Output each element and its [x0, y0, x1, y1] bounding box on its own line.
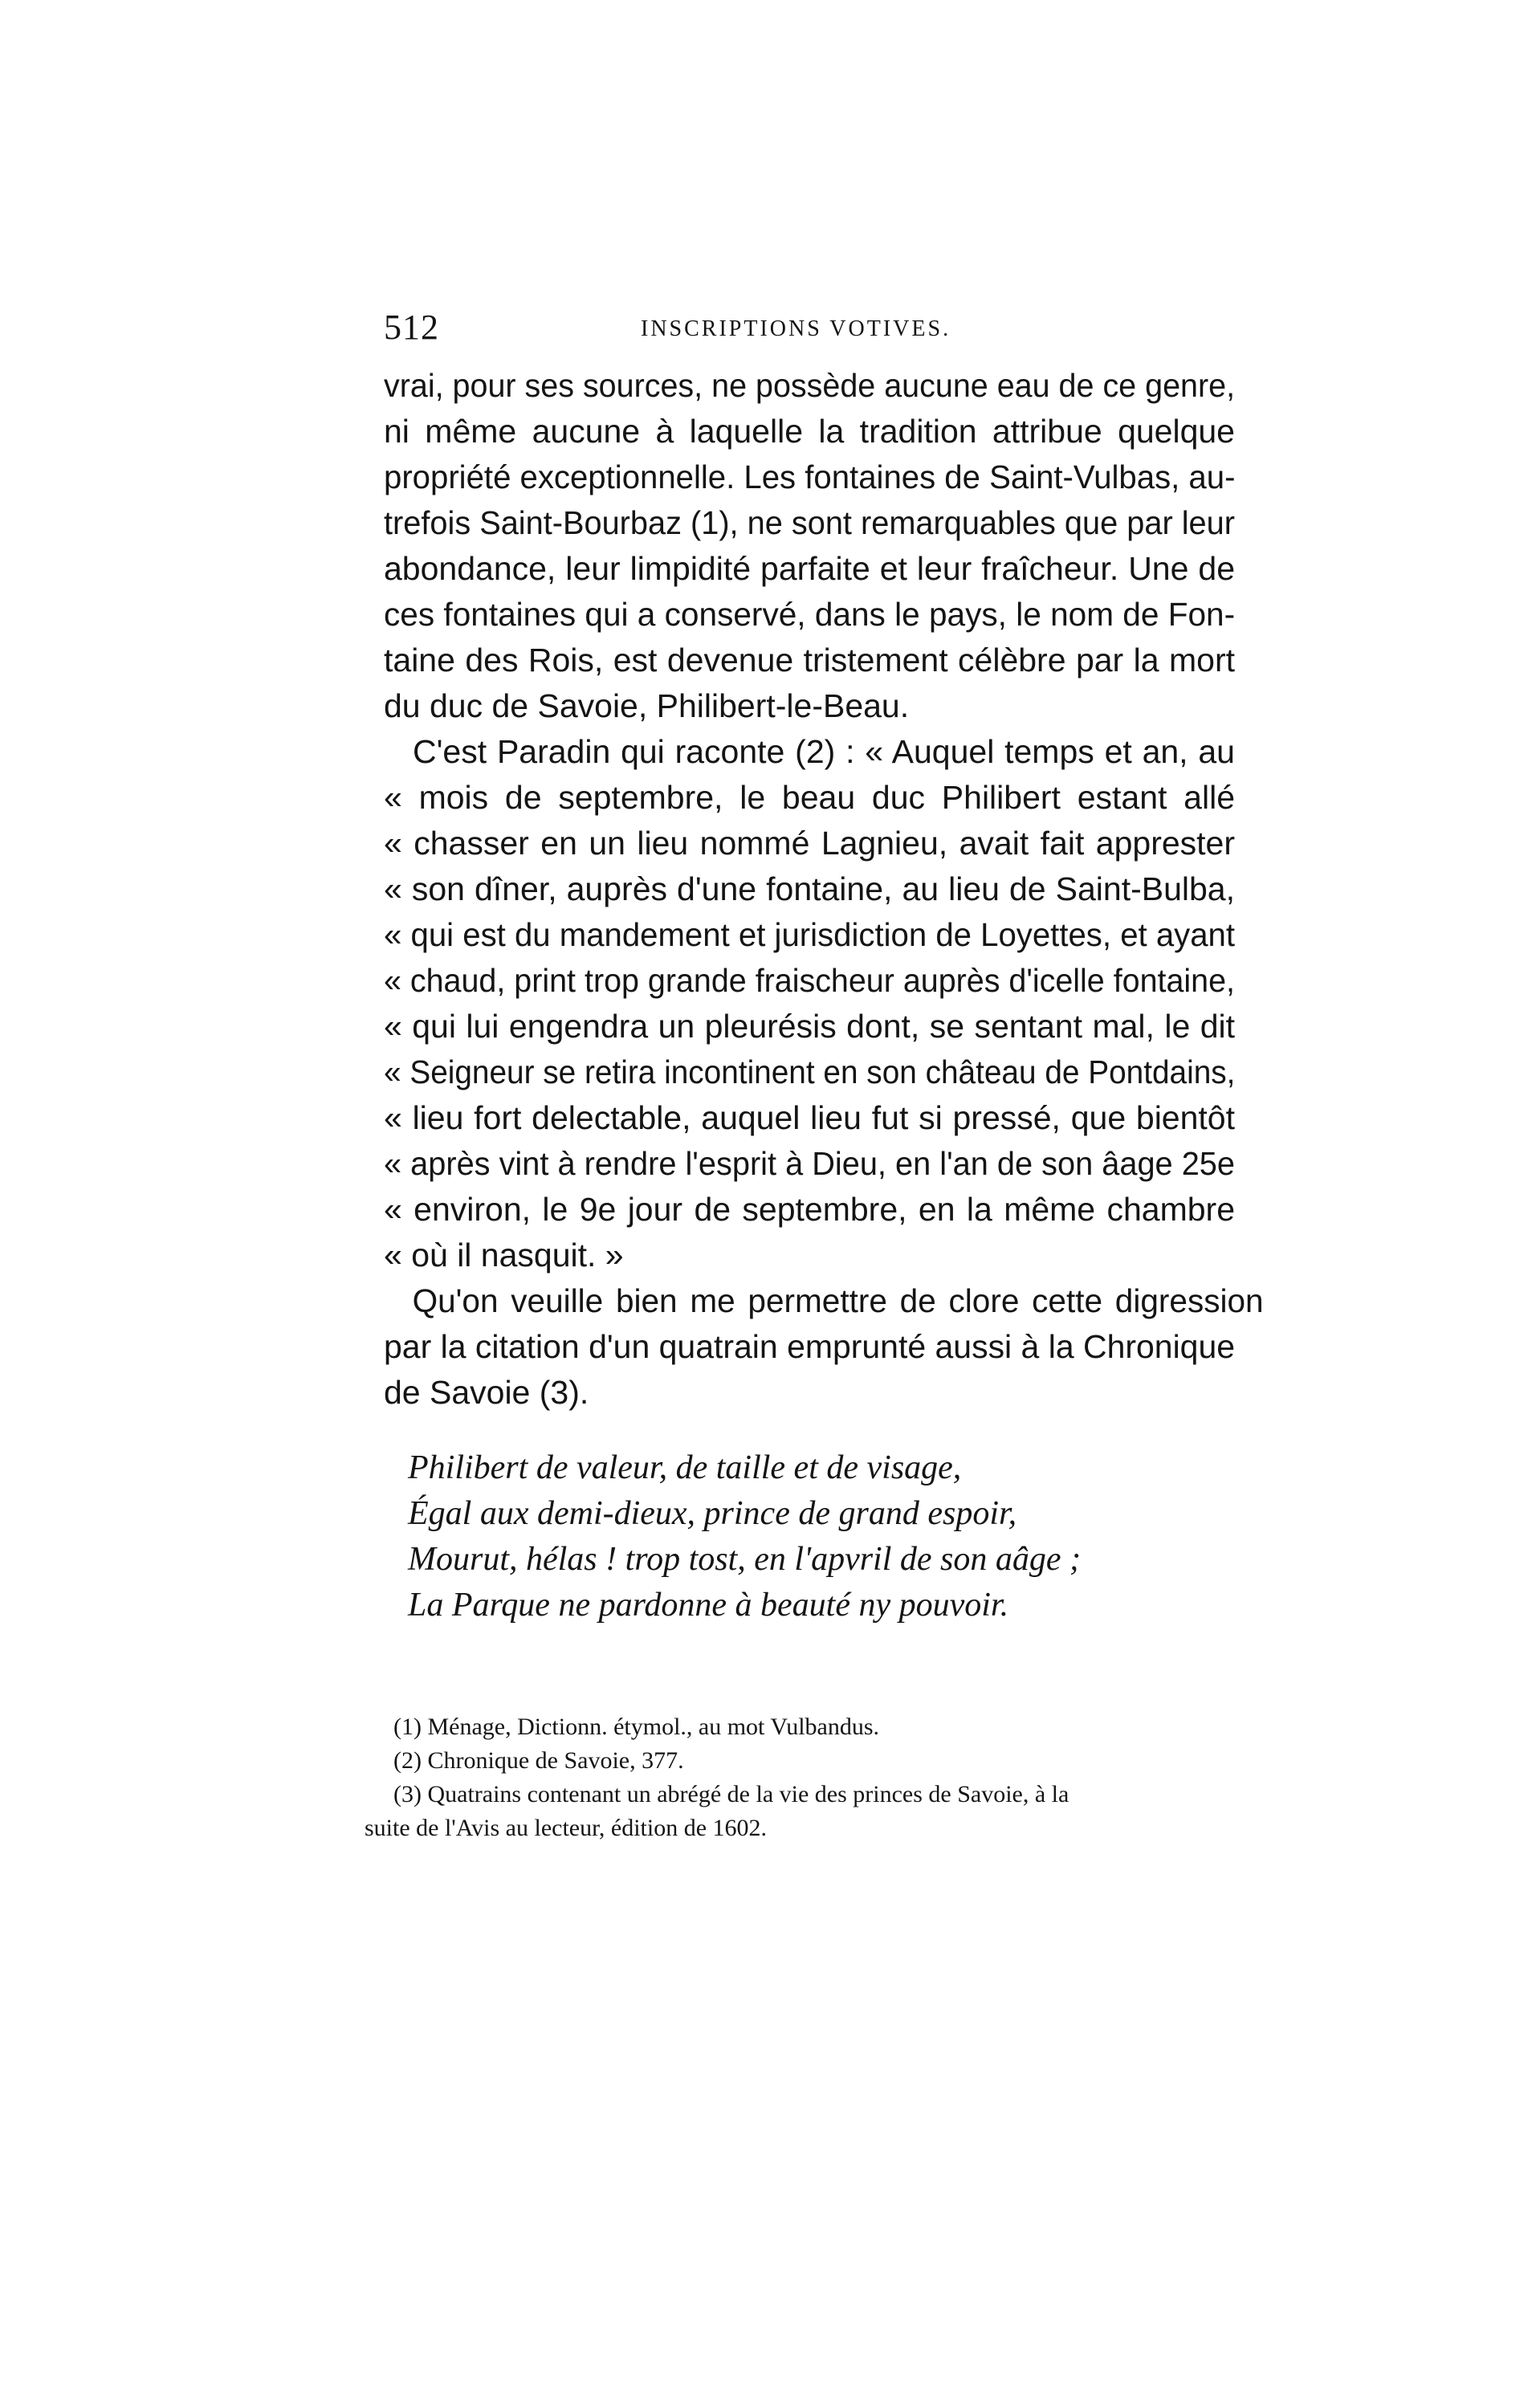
body-line: taine des Rois, est devenue tristement célèbre par la mort: [384, 642, 1235, 679]
footnote: (1) Ménage, Dictionn. étymol., au mot Vulbandus.: [393, 1714, 880, 1740]
body-line: vrai, pour ses sources, ne possède aucune eau de ce genre,: [384, 367, 1236, 404]
footnote-continuation: suite de l'Avis au lecteur, édition de 1602.: [365, 1815, 768, 1841]
footnote: (2) Chronique de Savoie, 377.: [393, 1747, 684, 1774]
quote-line: « où il nasquit. »: [384, 1237, 624, 1273]
quote-line: « Seigneur se retira incontinent en son château de Pontdains,: [384, 1053, 1236, 1090]
footnotes: [365, 1710, 1224, 1845]
body-line: ces fontaines qui a conservé, dans le pays, le nom de Fon-: [384, 596, 1236, 633]
body-line: de Savoie (3).: [384, 1374, 589, 1411]
quote-line: « après vint à rendre l'esprit à Dieu, en l'an de son âage 25e: [384, 1145, 1235, 1182]
quote-line: « chaud, print trop grande fraischeur auprès d'icelle fontaine,: [384, 962, 1236, 999]
quote-line: « mois de septembre, le beau duc Philibert estant allé: [384, 779, 1235, 816]
page-number: 512: [384, 308, 439, 347]
body-line: Qu'on veuille bien me permettre de clore cette digression: [412, 1282, 1264, 1319]
quote-line: « lieu fort delectable, auquel lieu fut si pressé, que bientôt: [384, 1099, 1235, 1136]
verse-line: Philibert de valeur, de taille et de visage,: [408, 1449, 962, 1486]
quote-line: « son dîner, auprès d'une fontaine, au lieu de Saint-Bulba,: [384, 870, 1235, 907]
verse-line: Égal aux demi-dieux, prince de grand espoir,: [408, 1495, 1017, 1532]
body-line: par la citation d'un quatrain emprunté aussi à la Chronique: [384, 1328, 1236, 1365]
quote-line: « chasser en un lieu nommé Lagnieu, avait fait apprester: [384, 825, 1235, 862]
verse-line: Mourut, hélas ! trop tost, en l'apvril de son aâge ;: [408, 1541, 1082, 1578]
quote-line: « environ, le 9e jour de septembre, en la même chambre: [384, 1191, 1235, 1228]
body-line: du duc de Savoie, Philibert-le-Beau.: [384, 687, 910, 724]
running-title: INSCRIPTIONS VOTIVES.: [641, 316, 951, 341]
body-line: abondance, leur limpidité parfaite et leur fraîcheur. Une de: [384, 550, 1235, 587]
quatrain: [408, 1445, 1211, 1628]
verse-line: La Parque ne pardonne à beauté ny pouvoir.: [408, 1587, 1009, 1624]
body-line: ni même aucune à laquelle la tradition attribue quelque: [384, 413, 1235, 450]
quote-line: « qui est du mandement et jurisdiction de Loyettes, et ayant: [384, 916, 1236, 953]
quote-line: « qui lui engendra un pleurésis dont, se sentant mal, le dit: [384, 1008, 1235, 1045]
body-text: [384, 363, 1264, 1416]
running-header: [384, 307, 1235, 355]
body-line: propriété exceptionnelle. Les fontaines de Saint-Vulbas, au-: [384, 458, 1236, 495]
body-line: trefois Saint-Bourbaz (1), ne sont remarquables que par leur: [384, 504, 1235, 541]
body-line: C'est Paradin qui raconte (2) : « Auquel temps et an, au: [413, 733, 1235, 770]
footnote: (3) Quatrains contenant un abrégé de la vie des princes de Savoie, à la: [393, 1781, 1069, 1807]
